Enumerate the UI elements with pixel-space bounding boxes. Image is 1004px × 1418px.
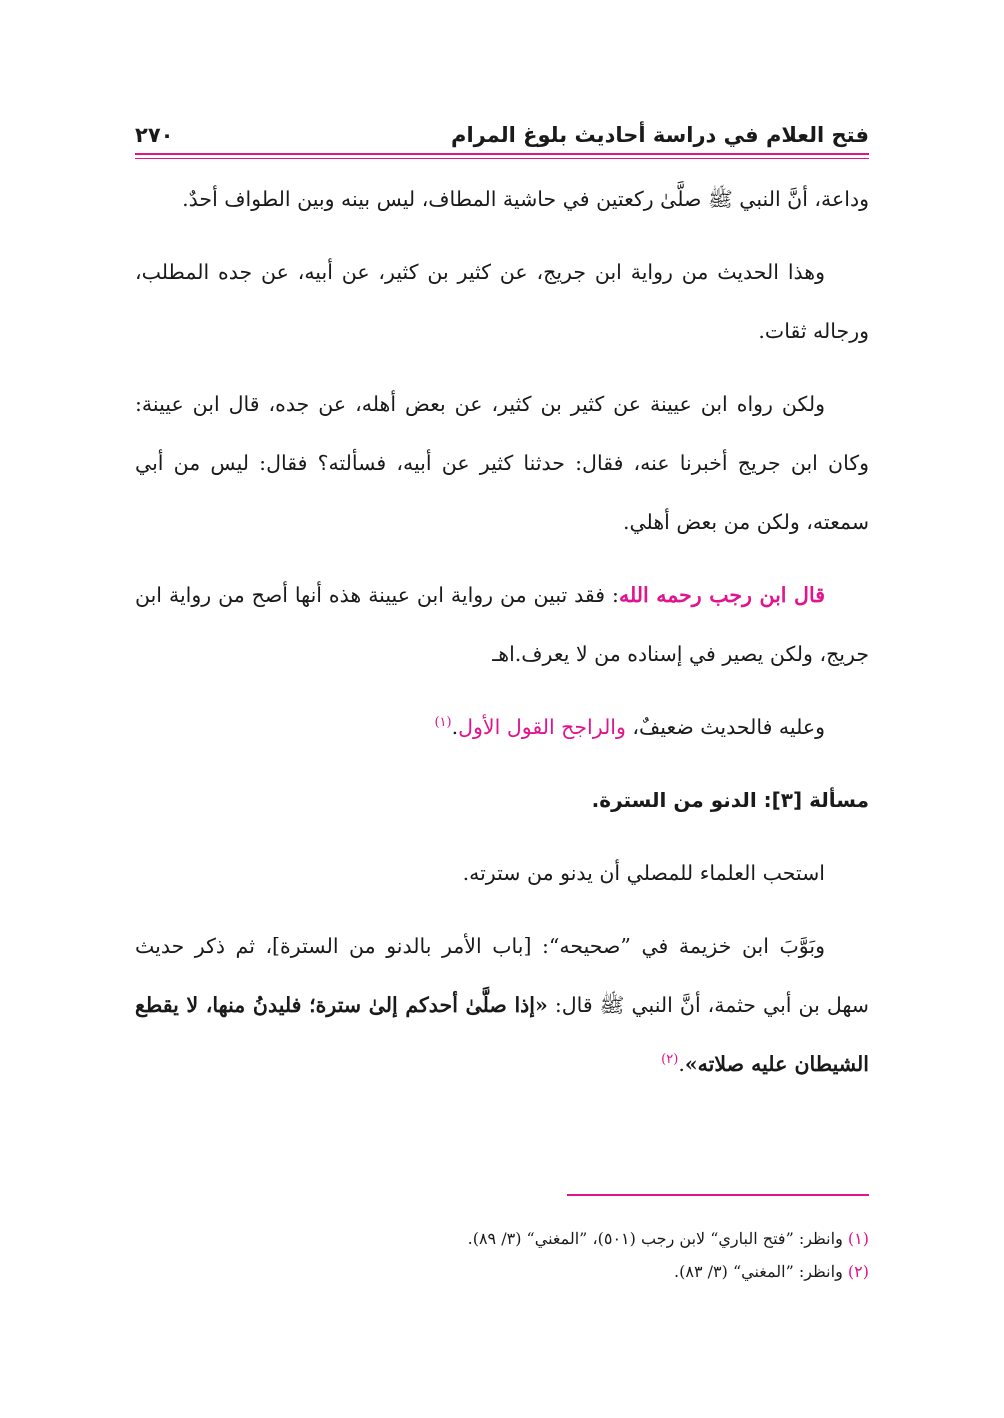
page-number: ٢٧٠: [135, 123, 174, 147]
footnote: [135, 1255, 869, 1288]
paragraph: وداعة، أنَّ النبي ﷺ صلَّىٰ ركعتين في حاشية المطاف، ليس بينه وبين الطواف أحدٌ.: [182, 187, 869, 211]
page: [135, 0, 869, 1418]
text-span: .: [678, 1052, 685, 1076]
header-rule: [135, 153, 869, 155]
speaker-label: قال ابن رجب رحمه الله: [618, 583, 825, 607]
footnote-text: وانظر: ”فتح الباري“ لابن رجب (٥٠١)، ”المغني“ (٣/ ٨٩).: [467, 1229, 843, 1248]
paragraph: [135, 917, 869, 1094]
section-heading: [135, 771, 869, 830]
footnote-ref[interactable]: (١): [434, 715, 452, 731]
footnotes: [135, 1222, 869, 1288]
footnote-separator: [567, 1194, 869, 1196]
text-span: وبَوَّبَ ابن خزيمة في ”صحيحه“: [باب الأمر بالدنو من السترة]، ثم ذكر حديث سهل بن أبي حثمة، أنَّ النبي ﷺ قال:: [135, 934, 869, 1017]
paragraph: استحب العلماء للمصلي أن يدنو من سترته.: [462, 861, 825, 885]
text-span: .: [451, 715, 459, 739]
paragraph: [135, 566, 869, 684]
conclusion-text: والراجح القول الأول: [458, 715, 626, 739]
text-span: وعليه فالحديث ضعيفٌ،: [625, 715, 825, 739]
footnote-number: (١): [847, 1229, 869, 1248]
footnote-ref[interactable]: (٢): [661, 1052, 679, 1068]
paragraph: ولكن رواه ابن عيينة عن كثير بن كثير، عن بعض أهله، عن جده، قال ابن عيينة: وكان ابن جريج أخبرنا عنه، فقال: حدثنا كثير عن أبيه، فسألته؟ فقال: ليس من أبي سمعته، ولكن من بعض أهلي.: [135, 392, 869, 534]
header-rule-thin: [135, 158, 869, 159]
quote-text: : فقد تبين من رواية ابن عيينة هذه أنها أصح من رواية ابن جريج، ولكن يصير في إسناده من لا يعرف.اهـ: [135, 583, 869, 666]
heading-prefix: مسألة [٣]:: [763, 788, 869, 812]
footnote-number: (٢): [847, 1262, 869, 1281]
footnote: [135, 1222, 869, 1255]
running-title: فتح العلام في دراسة أحاديث بلوغ المرام: [451, 123, 869, 147]
hadith-quote: «إذا صلَّىٰ أحدكم إلىٰ سترة؛ فليدنُ منها، لا يقطع الشيطان عليه صلاته»: [135, 993, 869, 1076]
paragraph: [135, 698, 869, 757]
paragraph: وهذا الحديث من رواية ابن جريج، عن كثير بن كثير، عن أبيه، عن جده المطلب، ورجاله ثقات.: [135, 260, 869, 343]
body-text: [135, 170, 869, 1108]
page-header: [135, 118, 869, 152]
footnote-text: وانظر: ”المغني“ (٣/ ٨٣).: [674, 1262, 843, 1281]
heading-title: الدنو من السترة.: [591, 788, 757, 812]
